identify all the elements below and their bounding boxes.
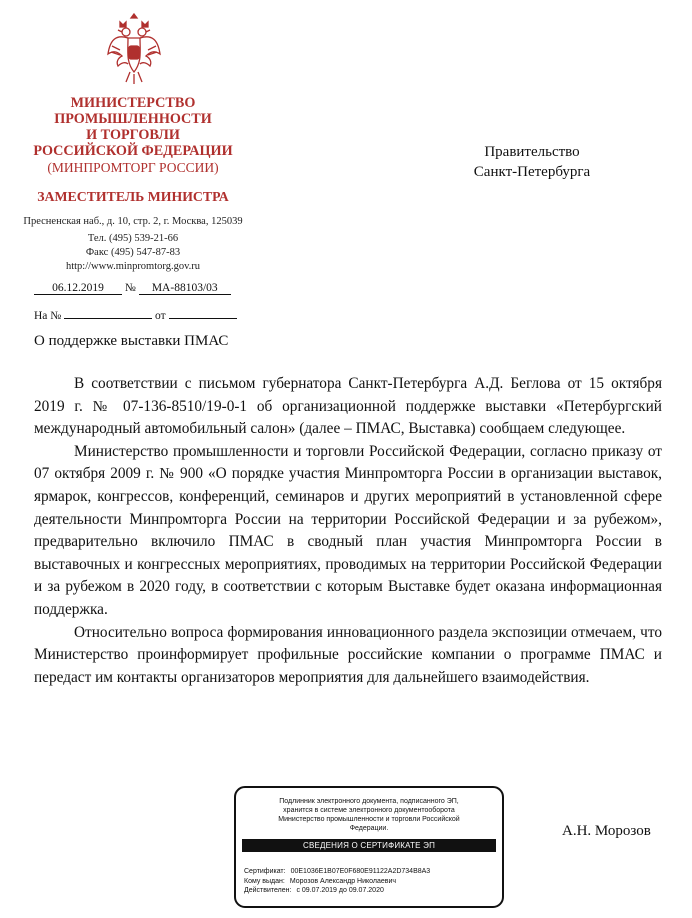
- registration-number: МА-88103/03: [139, 282, 231, 295]
- validity-label: Действителен:: [244, 887, 292, 894]
- reference-label: На №: [34, 310, 62, 322]
- stamp-header-line: Федерации.: [349, 825, 389, 832]
- letter-body: [34, 373, 662, 689]
- russian-coat-of-arms-icon: [106, 12, 162, 86]
- registration-line: [34, 282, 231, 295]
- ministry-line: МИНИСТЕРСТВО: [70, 95, 196, 111]
- reference-date-blank: [169, 306, 237, 319]
- reference-from-label: от: [155, 310, 166, 322]
- stamp-header: [244, 797, 494, 833]
- position-title: ЗАМЕСТИТЕЛЬ МИНИСТРА: [37, 189, 229, 204]
- validity-row: [244, 886, 430, 896]
- recipient: [432, 142, 632, 182]
- certificate-label: Сертификат:: [244, 868, 286, 875]
- recipient-line: Правительство: [484, 144, 580, 160]
- ministry-line: РОССИЙСКОЙ ФЕДЕРАЦИИ: [33, 143, 233, 159]
- body-paragraph: В соответствии с письмом губернатора Санкт-Петербурга А.Д. Беглова от 15 октября 2019 г. № 07-136-8510/19-0-1 об организационной поддержке выставки «Петербургский международный автомобильный салон» (далее – ПМАС, Выставка) сообщаем следующее.: [34, 375, 662, 438]
- phone: Тел. (495) 539-21-66: [87, 233, 179, 244]
- stamp-banner: СВЕДЕНИЯ О СЕРТИФИКАТЕ ЭП: [242, 839, 496, 852]
- reference-number-blank: [64, 306, 152, 319]
- issued-to-row: [244, 877, 430, 887]
- stamp-certificate-details: [244, 867, 430, 896]
- electronic-signature-stamp: [234, 786, 504, 908]
- reference-line: [34, 306, 237, 322]
- recipient-line: Санкт-Петербурга: [473, 164, 591, 180]
- number-label: №: [124, 282, 136, 294]
- issued-to-value: Морозов Александр Николаевич: [289, 877, 397, 885]
- coat-of-arms-emblem: [106, 12, 162, 86]
- registration-date: 06.12.2019: [34, 282, 122, 295]
- stamp-header-line: хранится в системе электронного документооборота: [283, 807, 455, 814]
- contact-block: [14, 215, 252, 274]
- letter-subject: О поддержке выставки ПМАС: [34, 333, 229, 349]
- stamp-header-line: Министерство промышленности и торговли Российской: [278, 816, 460, 823]
- validity-value: с 09.07.2019 до 09.07.2020: [296, 887, 384, 894]
- body-paragraph: Относительно вопроса формирования инновационного раздела экспозиции отмечаем, что Министерство проинформирует профильные российские компании о программе ПМАС и передаст им контакты организаторов мероприятия для дальнейшего взаимодействия.: [34, 623, 662, 686]
- ministry-short-name: (МИНПРОМТОРГ РОССИИ): [47, 160, 219, 175]
- ministry-name: [20, 95, 246, 159]
- website: http://www.minpromtorg.gov.ru: [65, 261, 201, 272]
- signatory-name: А.Н. Морозов: [562, 823, 651, 839]
- issued-to-label: Кому выдан:: [244, 877, 285, 885]
- certificate-row: [244, 867, 430, 877]
- fax: Факс (495) 547-87-83: [85, 247, 181, 258]
- certificate-value: 00E1036E1B07E0F680E91122A2D734B8A3: [290, 868, 431, 875]
- ministry-line: И ТОРГОВЛИ: [86, 127, 180, 143]
- ministry-line: ПРОМЫШЛЕННОСТИ: [54, 111, 212, 127]
- address: Пресненская наб., д. 10, стр. 2, г. Москва, 125039: [23, 216, 243, 227]
- stamp-header-line: Подлинник электронного документа, подписанного ЭП,: [279, 798, 459, 805]
- body-paragraph: Министерство промышленности и торговли Российской Федерации, согласно приказу от 07 октября 2009 г. № 900 «О порядке участия Минпромторга России в организации выставок, ярмарок, конгрессов, конференций, семинаров и других мероприятий в установленной сфере деятельности Минпромторга России на территории Российской Федерации и за рубежом», предварительно включило ПМАС в сводный план участия Минпромторга России в выставочных и конгрессных мероприятиях, проводимых на территории Российской Федерации и за рубежом в 2020 году, в соответствии с которым Выставке будет оказана информационная поддержка.: [34, 442, 662, 618]
